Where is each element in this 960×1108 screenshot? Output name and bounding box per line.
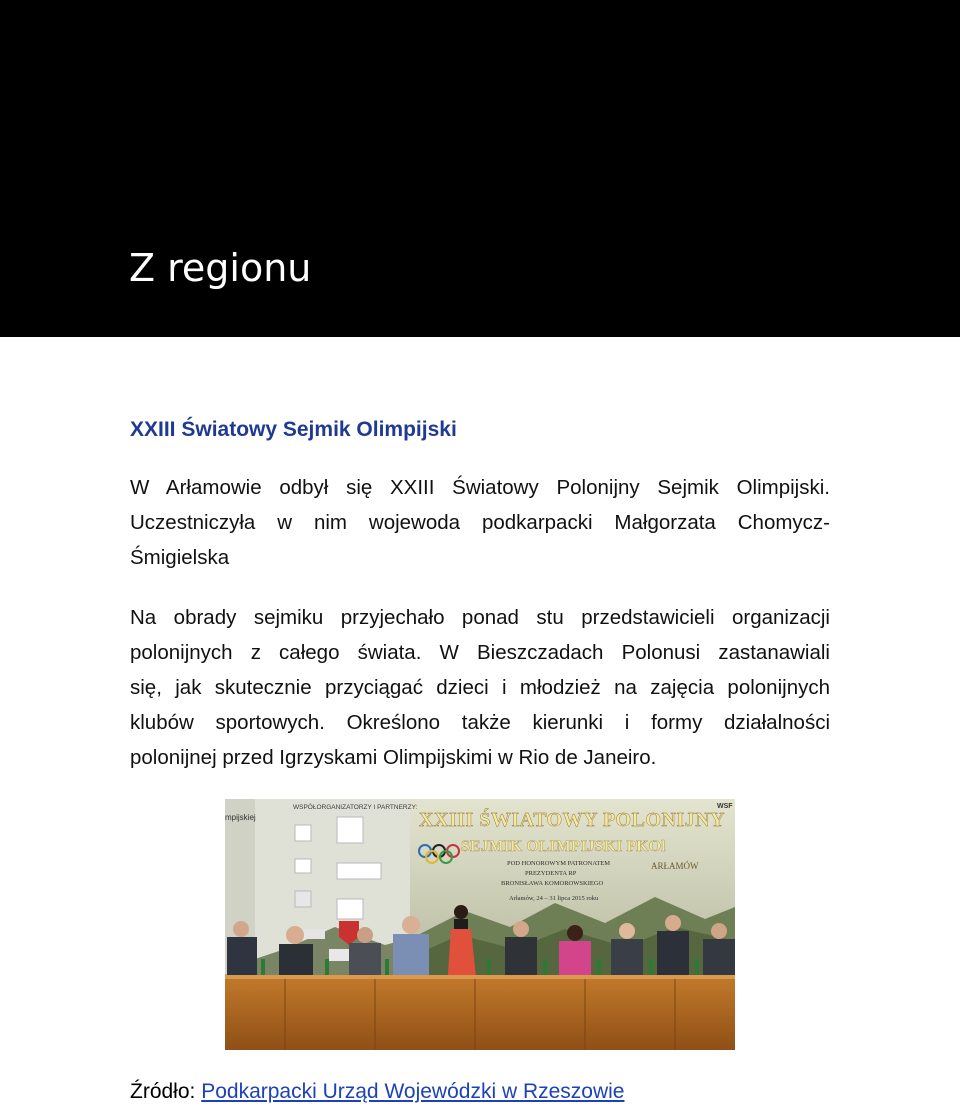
- photo-side-text: mpijskiej: [225, 813, 256, 822]
- article-body-paragraph: [130, 600, 830, 775]
- text-line: Śmigielska: [130, 546, 230, 569]
- source-link[interactable]: Podkarpacki Urząd Wojewódzki w Rzeszowie: [201, 1080, 625, 1103]
- photo-banner-line2: SEJMIK OLIMPIJSKI PKOl: [461, 838, 666, 855]
- photo-hotel-logo: ARŁAMÓW: [651, 861, 699, 871]
- article-title: XXIII Światowy Sejmik Olimpijski: [130, 418, 457, 441]
- text-line: W Arłamowie odbył się XXIII Światowy Polonijny Sejmik Olimpijski.: [130, 476, 830, 499]
- text-line: się, jak skutecznie przyciągać dzieci i młodzież na zajęcia polonijnych: [130, 676, 830, 699]
- event-photo: [225, 799, 735, 1050]
- text-line: polonijnej przed Igrzyskami Olimpijskimi w Rio de Janeiro.: [130, 746, 657, 769]
- event-photo-illustration: [225, 799, 735, 1050]
- source-line: [130, 1076, 624, 1108]
- text-line: Uczestniczyła w nim wojewoda podkarpacki Małgorzata Chomycz-: [130, 511, 830, 534]
- photo-dates: Arłamów, 24 – 31 lipca 2015 roku: [509, 895, 599, 902]
- article-lead-paragraph: [130, 470, 830, 575]
- photo-patronage-2: PREZYDENTA RP: [525, 870, 577, 877]
- text-line: Na obrady sejmiku przyjechało ponad stu przedstawicieli organizacji: [130, 606, 830, 629]
- photo-banner-line1: XXIII ŚWIATOWY POLONIJNY: [419, 809, 726, 831]
- text-line: polonijnych z całego świata. W Bieszczadach Polonusi zastanawiali: [130, 641, 830, 664]
- photo-corner-text: WSF: [717, 803, 733, 810]
- source-label: Źródło:: [130, 1080, 196, 1103]
- text-line: klubów sportowych. Określono także kierunki i formy działalności: [130, 711, 830, 734]
- header-banner: [0, 0, 960, 337]
- photo-patronage-1: POD HONOROWYM PATRONATEM: [507, 860, 611, 867]
- photo-sponsors-heading: WSPÓŁORGANIZATORZY I PARTNERZY:: [293, 804, 418, 811]
- photo-patronage-3: BRONISŁAWA KOMOROWSKIEGO: [501, 880, 604, 887]
- section-title: Z regionu: [129, 246, 312, 290]
